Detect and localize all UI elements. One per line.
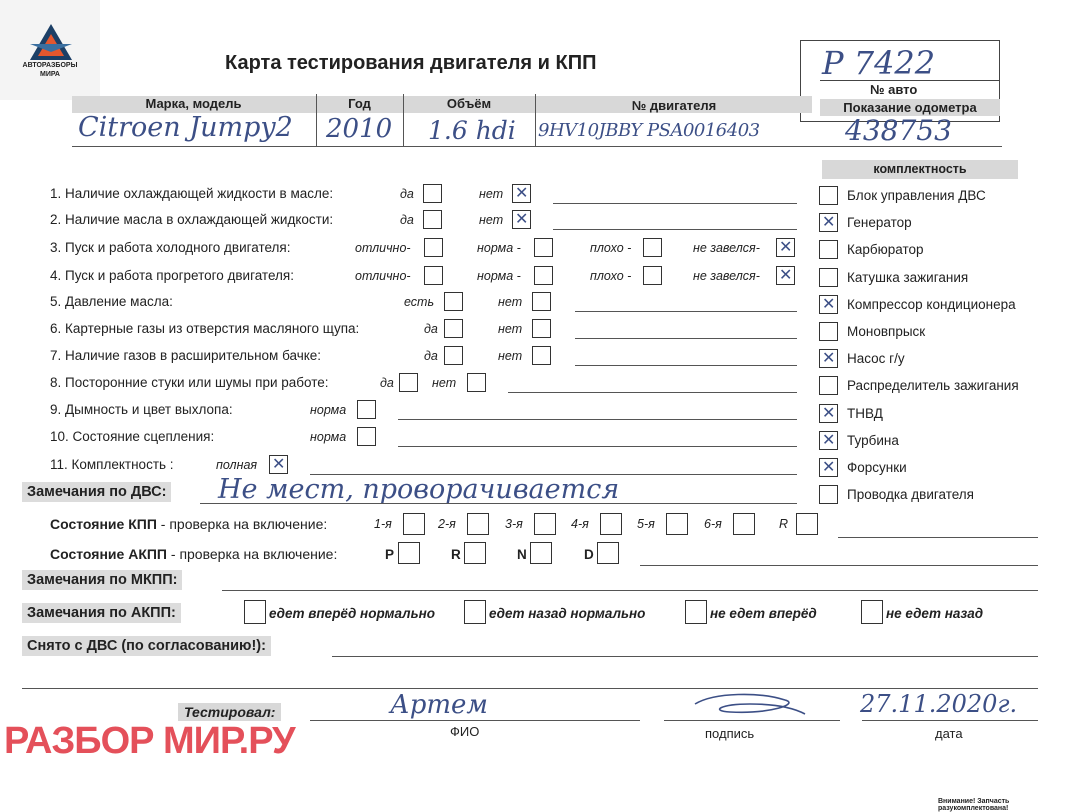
check-9-norma-box[interactable] — [357, 400, 376, 419]
engine-label: № двигателя — [631, 98, 717, 113]
completeness-box[interactable] — [819, 349, 838, 368]
gear-label: 1-я — [374, 517, 392, 531]
akpp-option-box[interactable] — [861, 600, 883, 624]
completeness-box[interactable] — [819, 458, 838, 477]
check-8-line — [508, 392, 797, 393]
fio-label: ФИО — [450, 724, 480, 739]
check-7-line — [575, 365, 797, 366]
kpp-title: Состояние КПП — [50, 516, 157, 532]
check-8-net-box[interactable] — [467, 373, 486, 392]
check-7-net-box[interactable] — [532, 346, 551, 365]
signature-mark — [690, 690, 810, 720]
completeness-box[interactable] — [819, 431, 838, 450]
check-9-line — [398, 419, 797, 420]
volume-label: Объём — [446, 96, 492, 111]
odometer-value: 438753 — [845, 114, 952, 147]
check-4-label: 4. Пуск и работа прогретого двигателя: — [50, 268, 294, 283]
check-8-da-label: да — [380, 376, 394, 390]
completeness-box[interactable] — [819, 485, 838, 504]
completeness-box[interactable] — [819, 404, 838, 423]
check-5-net-box[interactable] — [532, 292, 551, 311]
check-5-net-label: нет — [498, 295, 523, 309]
gear-box[interactable] — [733, 513, 755, 535]
car-number-label: № авто — [870, 82, 918, 97]
akpp-remarks-label: Замечания по АКПП: — [22, 603, 181, 623]
header-divider — [535, 94, 536, 146]
logo-line1: АВТОРАЗБОРЫ — [22, 62, 78, 69]
check-1-net-label: нет — [479, 187, 504, 201]
check-6-net-label: нет — [498, 322, 523, 336]
dvs-remarks-label: Замечания по ДВС: — [22, 482, 171, 502]
check-3-norma-box[interactable] — [534, 238, 553, 257]
gear-box[interactable] — [534, 513, 556, 535]
check-9-label: 9. Дымность и цвет выхлопа: — [50, 402, 233, 417]
check-3-ne-zavelsya-box[interactable] — [776, 238, 795, 257]
check-2-label: 2. Наличие масла в охлаждающей жидкости: — [50, 212, 334, 227]
akpp-mode-label: R — [451, 547, 461, 562]
check-9-norma-label: норма — [310, 403, 347, 417]
check-7-label: 7. Наличие газов в расширительном бачке: — [50, 348, 322, 363]
date-label: дата — [935, 726, 963, 741]
check-4-otlichno-label: отлично- — [355, 269, 411, 283]
completeness-box[interactable] — [819, 376, 838, 395]
akpp-label — [50, 546, 337, 562]
removed-line — [332, 656, 1038, 657]
check-3-ne-zavelsya-label: не завелся- — [693, 241, 760, 255]
check-8-label: 8. Посторонние стуки или шумы при работе: — [50, 375, 329, 390]
check-1-da-box[interactable] — [423, 184, 442, 203]
check-5-label: 5. Давление масла: — [50, 294, 173, 309]
header-divider — [403, 94, 404, 146]
gear-label: 4-я — [571, 517, 589, 531]
akpp-mode-label: N — [517, 547, 527, 562]
mkpp-remarks-label: Замечания по МКПП: — [22, 570, 182, 590]
check-5-est-label: есть — [404, 295, 435, 309]
date-value: 27.11.2020г. — [860, 690, 1018, 718]
check-4-ne-zavelsya-label: не завелся- — [693, 269, 760, 283]
gear-label: 2-я — [438, 517, 456, 531]
check-8-net-label: нет — [432, 376, 457, 390]
logo-star-icon — [28, 22, 74, 62]
akpp-mode-box[interactable] — [464, 542, 486, 564]
check-11-label: 11. Комплектность : — [50, 457, 174, 472]
mkpp-remarks-line — [222, 590, 1038, 591]
tester-name: Артем — [390, 690, 488, 720]
akpp-mode-label: D — [584, 547, 594, 562]
check-5-line — [575, 311, 797, 312]
check-10-line — [398, 446, 797, 447]
check-6-label: 6. Картерные газы из отверстия масляного щупа: — [50, 321, 360, 336]
check-4-ploho-box[interactable] — [643, 266, 662, 285]
completeness-item-label: Распределитель зажигания — [847, 378, 1019, 394]
check-3-norma-label: норма - — [477, 241, 521, 255]
check-1-label: 1. Наличие охлаждающей жидкости в масле: — [50, 186, 334, 201]
completeness-item-label: Катушка зажигания — [847, 269, 969, 285]
check-4-norma-label: норма - — [477, 269, 521, 283]
completeness-box[interactable] — [819, 322, 838, 341]
check-7-net-label: нет — [498, 349, 523, 363]
check-4-ploho-label: плохо - — [590, 269, 632, 283]
gear-box[interactable] — [796, 513, 818, 535]
check-2-line — [553, 229, 797, 230]
check-4-norma-box[interactable] — [534, 266, 553, 285]
sign-line — [664, 720, 840, 721]
check-2-net-box[interactable] — [512, 210, 531, 229]
gear-box[interactable] — [403, 513, 425, 535]
removed-label: Снято с ДВС (по согласованию!): — [22, 636, 271, 656]
gear-box[interactable] — [467, 513, 489, 535]
check-3-ploho-box[interactable] — [643, 238, 662, 257]
gear-box[interactable] — [600, 513, 622, 535]
make-value: Citroen Jumpy2 — [78, 112, 293, 143]
akpp-option-label: не едет назад — [886, 606, 984, 621]
gear-label: 3-я — [505, 517, 523, 531]
car-number-value: Р 7422 — [822, 44, 936, 82]
completeness-item-label: Карбюратор — [847, 242, 924, 258]
check-6-net-box[interactable] — [532, 319, 551, 338]
make-label: Марка, модель — [145, 96, 242, 111]
check-3-otlichno-box[interactable] — [424, 238, 443, 257]
gear-label: 6-я — [704, 517, 722, 531]
tested-label: Тестировал: — [178, 703, 281, 721]
odometer-label: Показание одометра — [820, 99, 1000, 116]
year-value: 2010 — [326, 114, 393, 144]
akpp-option-box[interactable] — [464, 600, 486, 624]
sign-label: подпись — [705, 726, 755, 741]
logo-line2: МИРА — [40, 71, 60, 78]
check-7-da-label: да — [424, 349, 438, 363]
fio-line — [310, 720, 640, 721]
completeness-item-label: Насос г/у — [847, 351, 905, 367]
dvs-remarks-line — [200, 503, 797, 504]
check-10-label: 10. Состояние сцепления: — [50, 429, 215, 444]
warning-text: Внимание! Запчасть разукомплектована! — [938, 798, 1010, 812]
check-6-da-label: да — [424, 322, 438, 336]
check-5-est-box[interactable] — [444, 292, 463, 311]
akpp-mode-box[interactable] — [597, 542, 619, 564]
completeness-box[interactable] — [819, 268, 838, 287]
check-2-da-box[interactable] — [423, 210, 442, 229]
completeness-item-label: Моновпрыск — [847, 324, 926, 339]
akpp-mode-label: P — [385, 547, 395, 562]
watermark: РАЗБОР МИР.РУ — [4, 720, 295, 762]
volume-value: 1.6 hdi — [428, 116, 516, 145]
akpp-option-box[interactable] — [685, 600, 707, 624]
akpp-option-label: не едет вперёд — [710, 606, 817, 621]
check-7-da-box[interactable] — [444, 346, 463, 365]
akpp-text: - проверка на включение: — [167, 546, 338, 562]
check-6-da-box[interactable] — [444, 319, 463, 338]
kpp-line — [838, 537, 1038, 538]
check-4-ne-zavelsya-box[interactable] — [776, 266, 795, 285]
completeness-box[interactable] — [819, 240, 838, 259]
akpp-option-label: едет вперёд нормально — [269, 606, 435, 621]
check-1-line — [553, 203, 797, 204]
gear-label: R — [779, 517, 789, 531]
check-3-otlichno-label: отлично- — [355, 241, 411, 255]
akpp-mode-box[interactable] — [530, 542, 552, 564]
check-10-norma-box[interactable] — [357, 427, 376, 446]
check-1-da-label: да — [400, 187, 414, 201]
completeness-item-label: Форсунки — [847, 460, 907, 475]
completeness-item-label: ТНВД — [847, 405, 883, 421]
check-11-polnaya-label: полная — [216, 458, 258, 472]
gear-label: 5-я — [637, 517, 655, 531]
completeness-box[interactable] — [819, 213, 838, 232]
date-line — [862, 720, 1038, 721]
check-3-label: 3. Пуск и работа холодного двигателя: — [50, 240, 291, 255]
completeness-item-label: Компрессор кондиционера — [847, 296, 1016, 312]
completeness-item-label: Проводка двигателя — [847, 487, 974, 503]
car-number-divider — [820, 80, 1000, 81]
completeness-box[interactable] — [819, 186, 838, 205]
kpp-text: - проверка на включение: — [156, 516, 328, 532]
extra-line — [22, 688, 1038, 689]
completeness-item-label: Турбина — [847, 432, 899, 448]
completeness-item-label: Блок управления ДВС — [847, 188, 986, 203]
check-2-net-label: нет — [479, 213, 504, 227]
dvs-remarks-value: Не мест, проворачивается — [218, 474, 620, 505]
completeness-box[interactable] — [819, 295, 838, 314]
logo — [0, 0, 100, 100]
check-8-da-box[interactable] — [399, 373, 418, 392]
akpp-mode-box[interactable] — [398, 542, 420, 564]
header-divider — [316, 94, 317, 146]
check-1-net-box[interactable] — [512, 184, 531, 203]
check-6-line — [575, 338, 797, 339]
check-3-ploho-label: плохо - — [590, 241, 632, 255]
check-2-da-label: да — [400, 213, 414, 227]
kpp-label — [50, 516, 327, 532]
completeness-item-label: Генератор — [847, 215, 912, 231]
akpp-option-box[interactable] — [244, 600, 266, 624]
check-4-otlichno-box[interactable] — [424, 266, 443, 285]
akpp-title: Состояние АКПП — [50, 546, 167, 562]
completeness-title: комплектность — [822, 160, 1018, 179]
page-title: Карта тестирования двигателя и КПП — [225, 52, 597, 74]
year-label: Год — [348, 96, 371, 111]
akpp-line — [640, 565, 1038, 566]
engine-value: 9HV10JBBY PSA0016403 — [538, 120, 760, 141]
check-10-norma-label: норма — [310, 430, 347, 444]
akpp-option-label: едет назад нормально — [489, 606, 646, 621]
gear-box[interactable] — [666, 513, 688, 535]
check-11-polnaya-box[interactable] — [269, 455, 288, 474]
